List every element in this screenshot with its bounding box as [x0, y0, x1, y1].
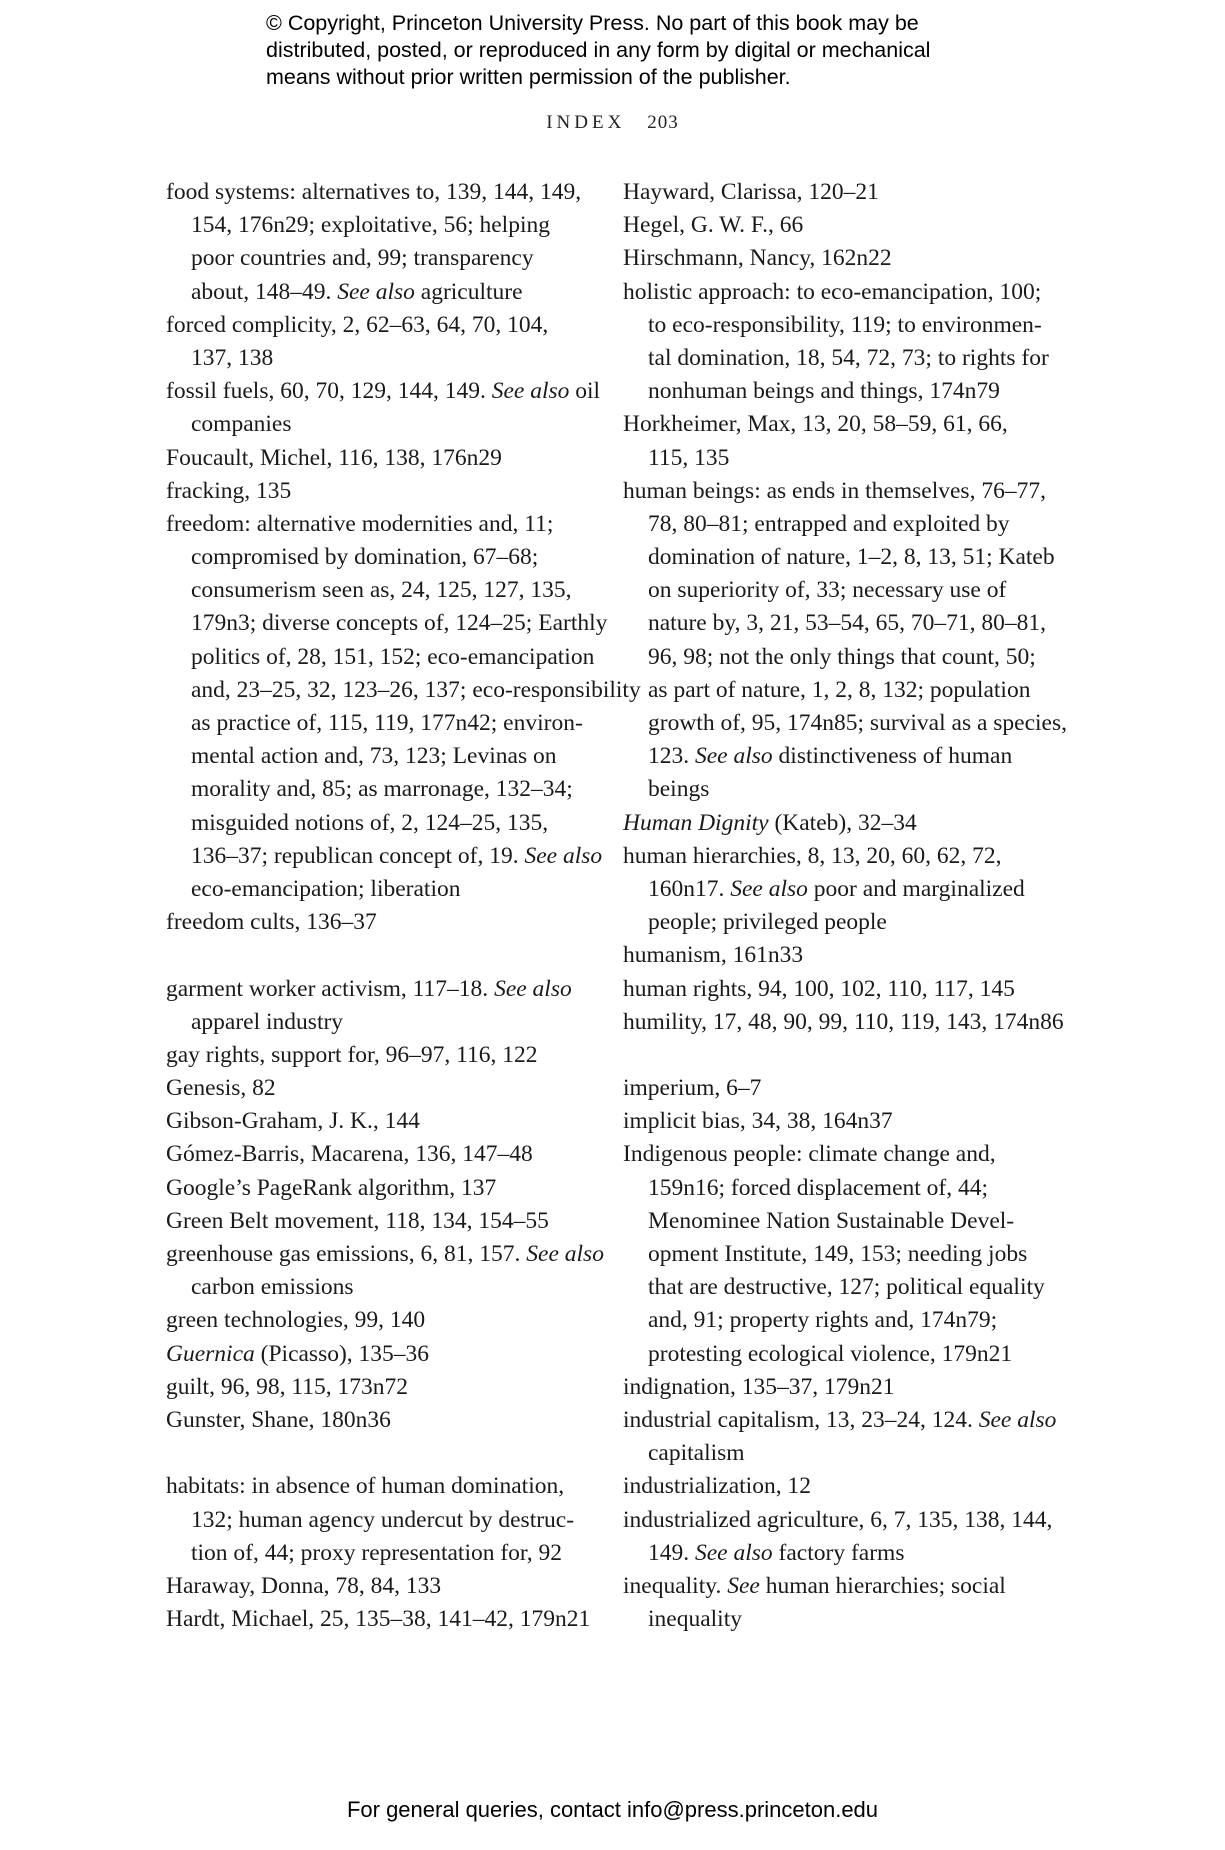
index-line: [623, 408, 1063, 441]
index-text: (Picasso), 135–36: [254, 1340, 430, 1367]
index-column-right: [623, 176, 1068, 1636]
index-text: Indigenous people: climate change and,: [623, 1141, 996, 1168]
index-text: Hegel, G. W. F., 66: [623, 212, 804, 239]
index-text: human hierarchies, 8, 13, 20, 60, 62, 72,: [623, 842, 1002, 869]
index-line: [166, 375, 606, 408]
index-line: [166, 773, 606, 806]
index-line: [623, 973, 1063, 1006]
running-head: [0, 112, 1225, 134]
index-text: Gibson-Graham, J. K., 144: [166, 1108, 420, 1135]
index-line: [166, 1006, 606, 1039]
index-line: [623, 1537, 1063, 1570]
copyright-line: means without prior written permission of the publisher.: [266, 65, 791, 89]
index-line: [623, 707, 1068, 740]
index-text: inequality: [648, 1606, 742, 1633]
index-text: mental action and, 73, 123; Levinas on: [191, 743, 557, 770]
index-text-italic: See also: [526, 1241, 604, 1267]
index-text: fracking, 135: [166, 477, 292, 504]
index-line: [166, 807, 606, 840]
index-line: [166, 1504, 606, 1537]
index-text: companies: [191, 411, 292, 438]
index-text: Hirschmann, Nancy, 162n22: [623, 245, 892, 272]
index-line: [166, 342, 606, 375]
index-line: [166, 242, 606, 275]
index-text: poor and marginalized: [807, 875, 1025, 902]
index-text-italic: Human Dignity: [623, 809, 769, 836]
index-text: industrialization, 12: [623, 1473, 811, 1500]
index-line: [623, 1006, 1063, 1039]
index-line: [623, 1338, 1063, 1371]
index-text: Horkheimer, Max, 13, 20, 58–59, 61, 66,: [623, 411, 1008, 438]
index-text: as practice of, 115, 119, 177n42; environ-: [191, 710, 583, 736]
index-text: morality and, 85; as marronage, 132–34;: [191, 776, 573, 803]
index-line: [623, 1437, 1063, 1470]
index-section-gap: [166, 1437, 606, 1470]
index-text-italic: See also: [491, 378, 570, 405]
index-line: [166, 840, 606, 873]
index-line: [166, 1271, 606, 1304]
index-line: [623, 1404, 1063, 1437]
index-text: tion of, 44; proxy representation for, 92: [191, 1539, 563, 1566]
index-text-italic: See also: [730, 875, 808, 902]
index-text: Hayward, Clarissa, 120–21: [623, 179, 879, 205]
index-text: to eco-responsibility, 119; to environmen-: [648, 311, 1042, 338]
index-line: [166, 1371, 606, 1404]
copyright-line: distributed, posted, or reproduced in any form by digital or mechanical: [266, 38, 931, 62]
index-text: food systems: alternatives to, 139, 144, 149,: [166, 179, 582, 205]
index-text: 160n17.: [648, 875, 731, 902]
index-text: greenhouse gas emissions, 6, 81, 157.: [166, 1241, 527, 1267]
index-line: [166, 574, 606, 607]
index-text-italic: See also: [695, 743, 773, 770]
index-text: tal domination, 18, 54, 72, 73; to rights for: [648, 344, 1049, 371]
index-text-italic: See also: [337, 278, 415, 305]
index-text: habitats: in absence of human domination,: [166, 1473, 565, 1500]
index-line: [166, 641, 606, 674]
index-text-italic: See: [727, 1572, 760, 1599]
index-text: 132; human agency undercut by destruc-: [191, 1506, 575, 1533]
index-text: holistic approach: to eco-emancipation, 100;: [623, 278, 1042, 305]
index-text: people; privileged people: [648, 909, 887, 936]
index-text: oil: [569, 378, 601, 405]
index-text-italic: See also: [978, 1406, 1057, 1433]
index-text: apparel industry: [191, 1008, 344, 1035]
index-line: [623, 1304, 1063, 1337]
index-line: [623, 309, 1063, 342]
index-line: [166, 276, 606, 309]
index-line: [166, 707, 606, 740]
index-text: agriculture: [414, 278, 523, 305]
index-line: [166, 508, 606, 541]
index-line: [166, 1105, 606, 1138]
index-text: that are destructive, 127; political equality: [648, 1274, 1045, 1301]
index-text: (Kateb), 32–34: [768, 809, 917, 836]
index-line: [166, 1570, 606, 1603]
index-text: Hardt, Michael, 25, 135–38, 141–42, 179n21: [166, 1606, 591, 1633]
copyright-line: © Copyright, Princeton University Press. No part of this book may be: [266, 11, 919, 35]
index-text: garment worker activism, 117–18.: [166, 975, 495, 1002]
index-line: [623, 1138, 1063, 1171]
index-text: Green Belt movement, 118, 134, 154–55: [166, 1207, 549, 1234]
index-line: [166, 1238, 606, 1271]
index-text: 78, 80–81; entrapped and exploited by: [648, 510, 1010, 537]
index-line: [623, 740, 1063, 773]
index-text: nature by, 3, 21, 53–54, 65, 70–71, 80–81,: [648, 610, 1046, 637]
index-text: about, 148–49.: [191, 278, 338, 305]
index-line: [623, 773, 1063, 806]
index-text: 123.: [648, 743, 695, 770]
index-text: Genesis, 82: [166, 1075, 276, 1102]
index-text: carbon emissions: [191, 1274, 354, 1301]
index-text: Google’s PageRank algorithm, 137: [166, 1174, 497, 1201]
index-line: [166, 1537, 606, 1570]
index-text: human beings: as ends in themselves, 76–77,: [623, 477, 1046, 504]
index-text: on superiority of, 33; necessary use of: [648, 577, 1007, 604]
index-line: [623, 840, 1063, 873]
copyright-notice: [266, 10, 1026, 91]
index-text: imperium, 6–7: [623, 1075, 762, 1102]
index-text: guilt, 96, 98, 115, 173n72: [166, 1373, 408, 1400]
index-line: [166, 1470, 606, 1503]
index-line: [623, 375, 1063, 408]
index-text: Menominee Nation Sustainable Devel-: [648, 1207, 1015, 1234]
index-text: 159n16; forced displacement of, 44;: [648, 1174, 989, 1201]
running-head-section: INDEX: [546, 112, 626, 133]
index-line: [166, 1205, 606, 1238]
index-text: 149.: [648, 1539, 695, 1566]
index-text: Haraway, Donna, 78, 84, 133: [166, 1572, 442, 1599]
index-text: misguided notions of, 2, 124–25, 135,: [191, 809, 549, 836]
index-text: green technologies, 99, 140: [166, 1307, 426, 1334]
index-text: politics of, 28, 151, 152; eco-emancipation: [191, 643, 595, 670]
page-number: 203: [647, 112, 679, 133]
index-line: [623, 1172, 1063, 1205]
index-line: [623, 541, 1063, 574]
index-line: [623, 508, 1063, 541]
index-text: 115, 135: [648, 444, 730, 471]
index-line: [166, 873, 606, 906]
index-text: consumerism seen as, 24, 125, 127, 135,: [191, 577, 572, 604]
index-text: gay rights, support for, 96–97, 116, 122: [166, 1041, 538, 1068]
index-line: [166, 740, 606, 773]
index-text: distinctiveness of human: [772, 743, 1013, 770]
index-text-italic: Guernica: [166, 1340, 255, 1367]
index-line: [166, 973, 606, 1006]
index-line: [623, 1371, 1063, 1404]
index-text: nonhuman beings and things, 174n79: [648, 378, 1000, 405]
index-line: [623, 1271, 1063, 1304]
index-text-italic: See also: [494, 975, 572, 1002]
index-section-gap: [623, 1039, 1063, 1072]
index-text-italic: See also: [695, 1539, 773, 1566]
index-text: poor countries and, 99; transparency: [191, 245, 534, 272]
index-text: inequality.: [623, 1572, 728, 1599]
index-text: humanism, 161n33: [623, 942, 804, 969]
index-line: [623, 574, 1063, 607]
index-line: [166, 475, 606, 508]
index-line: [623, 906, 1063, 939]
index-text: domination of nature, 1–2, 8, 13, 51; Kateb: [648, 544, 1055, 571]
index-text: industrial capitalism, 13, 23–24, 124.: [623, 1406, 979, 1433]
index-text: freedom cults, 136–37: [166, 909, 377, 936]
index-text: 96, 98; not the only things that count, 50;: [648, 643, 1036, 670]
index-text: industrialized agriculture, 6, 7, 135, 138, 144,: [623, 1506, 1053, 1533]
index-line: [166, 442, 606, 475]
index-line: [166, 674, 641, 707]
index-section-gap: [166, 939, 606, 972]
index-line: [623, 242, 1063, 275]
index-text: as part of nature, 1, 2, 8, 132; population: [648, 676, 1031, 703]
index-line: [623, 1470, 1063, 1503]
index-line: [623, 641, 1063, 674]
index-line: [623, 873, 1063, 906]
index-text: indignation, 135–37, 179n21: [623, 1373, 895, 1400]
index-text: factory farms: [772, 1539, 905, 1566]
index-text: Gunster, Shane, 180n36: [166, 1406, 391, 1433]
index-line: [623, 1072, 1063, 1105]
index-line: [166, 1138, 606, 1171]
index-line: [166, 1304, 606, 1337]
index-line: [623, 807, 1063, 840]
index-line: [623, 1603, 1063, 1636]
index-line: [623, 176, 1063, 209]
index-line: [623, 1504, 1063, 1537]
index-text: human rights, 94, 100, 102, 110, 117, 145: [623, 975, 1015, 1002]
index-line: [623, 1238, 1063, 1271]
index-line: [166, 309, 606, 342]
index-text: compromised by domination, 67–68;: [191, 544, 539, 571]
index-text: 179n3; diverse concepts of, 124–25; Earthly: [191, 610, 608, 637]
index-line: [166, 541, 606, 574]
index-line: [623, 1205, 1063, 1238]
index-line: [623, 209, 1063, 242]
index-text: growth of, 95, 174n85; survival as a species,: [648, 710, 1068, 736]
index-line: [166, 408, 606, 441]
index-line: [623, 342, 1063, 375]
footer-contact: For general queries, contact info@press.princeton.edu: [346, 1797, 879, 1822]
index-text: protesting ecological violence, 179n21: [648, 1340, 1013, 1367]
index-line: [623, 276, 1063, 309]
index-text: 137, 138: [191, 344, 274, 371]
index-line: [623, 674, 1063, 707]
index-text: Gómez-Barris, Macarena, 136, 147–48: [166, 1141, 533, 1168]
index-text: 136–37; republican concept of, 19.: [191, 842, 525, 869]
index-text: opment Institute, 149, 153; needing jobs: [648, 1241, 1028, 1267]
index-text: capitalism: [648, 1440, 745, 1467]
index-text: human hierarchies; social: [759, 1572, 1006, 1599]
index-line: [166, 1172, 606, 1205]
index-text-italic: See also: [524, 842, 603, 869]
index-line: [623, 442, 1063, 475]
index-line: [623, 607, 1063, 640]
index-text: forced complicity, 2, 62–63, 64, 70, 104,: [166, 311, 549, 338]
index-text: and, 91; property rights and, 174n79;: [648, 1307, 998, 1334]
index-text: implicit bias, 34, 38, 164n37: [623, 1108, 893, 1135]
index-text: humility, 17, 48, 90, 99, 110, 119, 143, 174n86: [623, 1008, 1064, 1035]
index-column-left: [166, 176, 641, 1636]
index-line: [166, 209, 606, 242]
index-line: [166, 1404, 606, 1437]
index-text: beings: [648, 776, 710, 803]
index-text: fossil fuels, 60, 70, 129, 144, 149.: [166, 378, 492, 405]
index-line: [623, 1570, 1063, 1603]
index-line: [166, 176, 606, 209]
index-line: [166, 1072, 606, 1105]
index-text: 154, 176n29; exploitative, 56; helping: [191, 212, 550, 239]
index-line: [166, 906, 606, 939]
index-line: [166, 1338, 606, 1371]
index-line: [623, 939, 1063, 972]
index-text: Foucault, Michel, 116, 138, 176n29: [166, 444, 502, 471]
index-text: freedom: alternative modernities and, 11;: [166, 510, 554, 537]
index-line: [166, 1603, 606, 1636]
index-text: and, 23–25, 32, 123–26, 137; eco-responsibility: [191, 676, 641, 703]
index-line: [166, 1039, 606, 1072]
index-line: [623, 1105, 1063, 1138]
index-text: eco-emancipation; liberation: [191, 875, 461, 902]
index-line: [166, 607, 606, 640]
index-line: [623, 475, 1063, 508]
